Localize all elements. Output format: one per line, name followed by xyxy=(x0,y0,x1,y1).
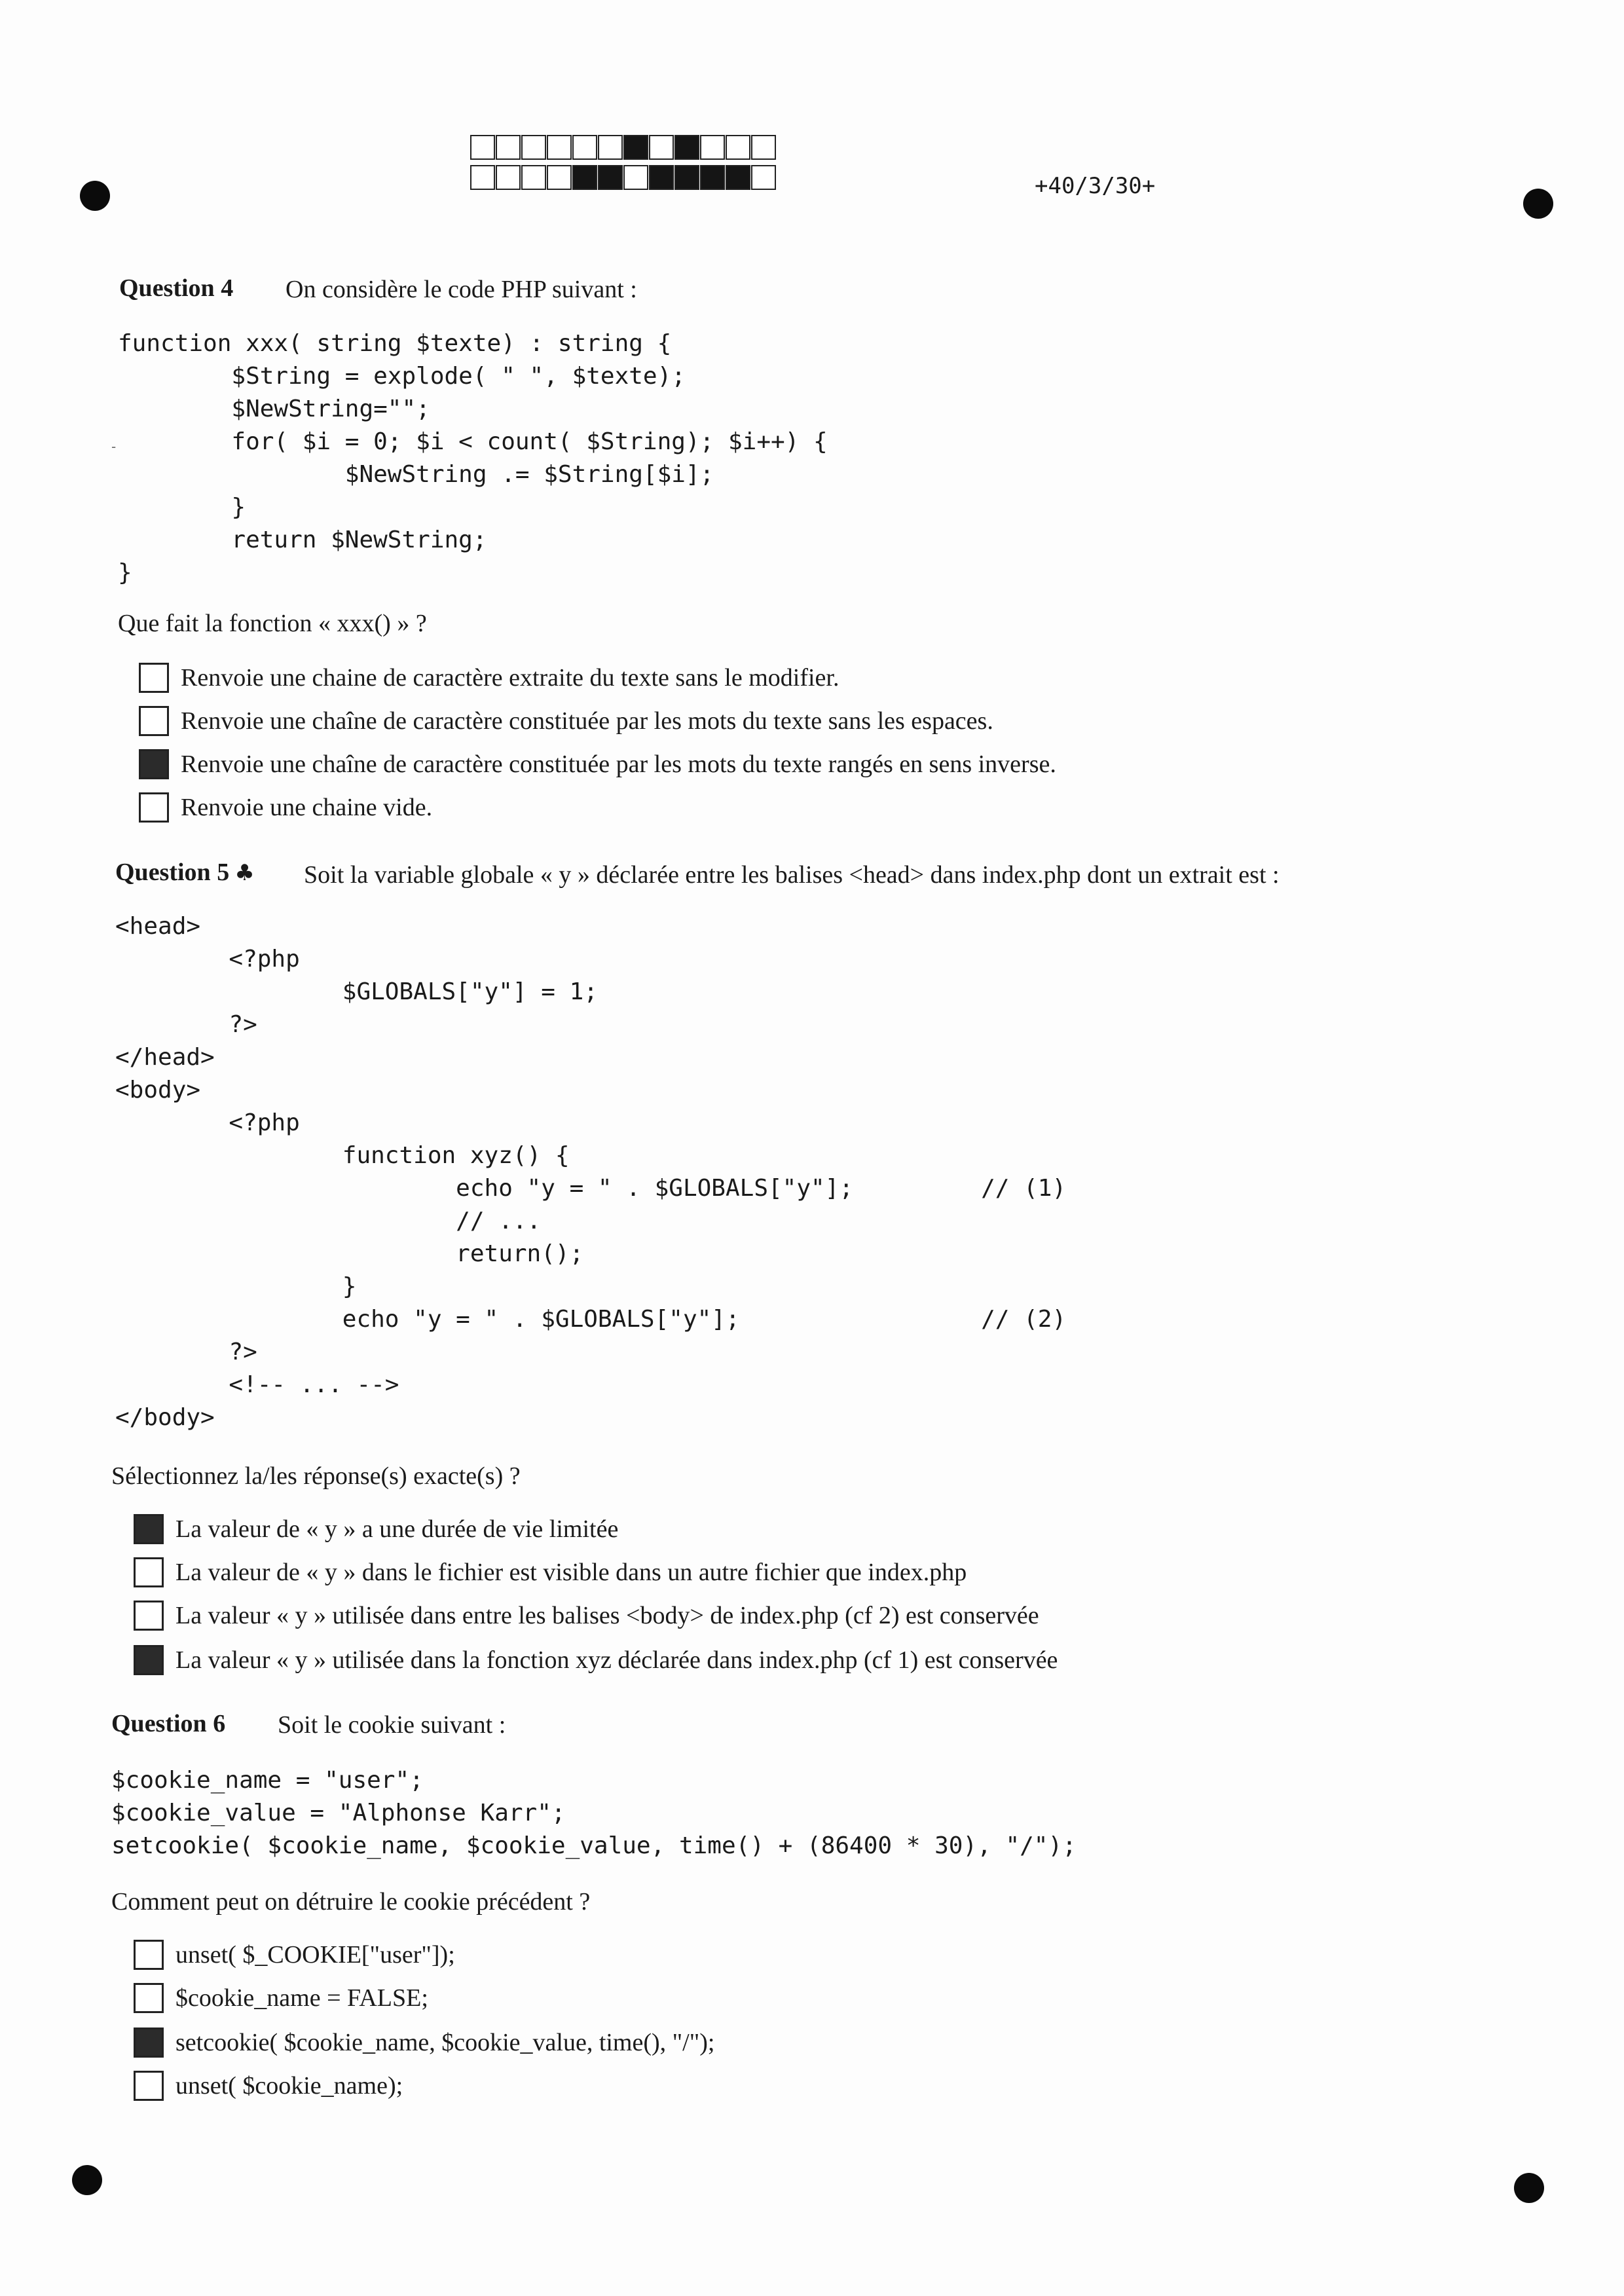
question-4-prompt: On considère le code PHP suivant : xyxy=(286,276,637,303)
registration-dot-bottom-right xyxy=(1514,2173,1544,2203)
question-5-prompt: Soit la variable globale « y » déclarée entre les balises <head> dans index.php dont un extrait est : xyxy=(304,861,1280,889)
q4-option-1-checkbox[interactable] xyxy=(139,663,169,693)
id-cell-filled xyxy=(700,165,725,190)
id-cell xyxy=(751,135,776,160)
q5-option-1[interactable] xyxy=(134,1514,618,1544)
question-5-question: Sélectionnez la/les réponse(s) exacte(s) ? xyxy=(111,1462,521,1490)
id-cell xyxy=(470,165,495,190)
id-grid-row-1 xyxy=(470,135,777,161)
registration-dot-top-left xyxy=(80,181,110,211)
q4-option-3[interactable] xyxy=(139,749,1056,779)
id-grid-row-2 xyxy=(470,165,777,191)
id-cell xyxy=(521,135,546,160)
q6-option-4-checkbox[interactable] xyxy=(134,2071,164,2101)
id-checkbox-grid xyxy=(470,135,777,195)
id-cell xyxy=(496,165,521,190)
id-cell xyxy=(496,135,521,160)
q4-option-2-text: Renvoie une chaîne de caractère constituée par les mots du texte sans les espaces. xyxy=(181,707,993,735)
q6-option-2[interactable] xyxy=(134,1983,428,2013)
q6-option-4[interactable] xyxy=(134,2071,403,2101)
id-cell xyxy=(598,135,623,160)
q5-option-1-text: La valeur de « y » a une durée de vie limitée xyxy=(175,1515,619,1543)
q5-option-3-checkbox[interactable] xyxy=(134,1601,164,1631)
q4-option-4-checkbox[interactable] xyxy=(139,792,169,823)
q4-option-1[interactable] xyxy=(139,663,839,693)
id-cell xyxy=(547,165,572,190)
q5-option-1-checkbox-checked[interactable] xyxy=(134,1514,164,1544)
q6-option-3-checkbox-checked[interactable] xyxy=(134,2028,164,2058)
question-6-code: $cookie_name = "user"; $cookie_value = "Alphonse Karr"; setcookie( $cookie_name, $cookie_value, time() + (86400 * 30), "/"); xyxy=(111,1767,1077,1859)
registration-dot-top-right xyxy=(1523,189,1553,219)
q5-option-3[interactable] xyxy=(134,1601,1039,1631)
q4-option-1-text: Renvoie une chaine de caractère extraite du texte sans le modifier. xyxy=(181,664,840,692)
question-6-question: Comment peut on détruire le cookie précédent ? xyxy=(111,1888,591,1916)
id-cell xyxy=(470,135,495,160)
question-4-question: Que fait la fonction « xxx() » ? xyxy=(118,610,427,637)
q6-option-3[interactable] xyxy=(134,2028,714,2058)
q5-option-3-text: La valeur « y » utilisée dans entre les balises <body> de index.php (cf 2) est conservée xyxy=(175,1602,1039,1629)
id-cell-filled xyxy=(674,135,699,160)
exam-id: +40/3/30+ xyxy=(1035,173,1156,199)
id-cell-filled xyxy=(674,165,699,190)
q6-option-2-text: $cookie_name = FALSE; xyxy=(175,1984,428,2012)
q5-option-2-text: La valeur de « y » dans le fichier est visible dans un autre fichier que index.php xyxy=(175,1559,967,1586)
id-cell xyxy=(521,165,546,190)
q6-option-3-text: setcookie( $cookie_name, $cookie_value, time(), "/"); xyxy=(175,2029,715,2056)
q4-option-3-text: Renvoie une chaîne de caractère constituée par les mots du texte rangés en sens inverse. xyxy=(181,750,1056,778)
q5-option-2[interactable] xyxy=(134,1557,967,1587)
id-cell-filled xyxy=(623,135,648,160)
q6-option-1-checkbox[interactable] xyxy=(134,1940,164,1970)
id-cell xyxy=(700,135,725,160)
question-5-code: <head> <?php $GLOBALS["y"] = 1; ?> </head> <body> <?php function xyz() { echo "y = " . $GLOBALS["y"]; // (1) // ... return(); } echo "y = " . $GLOBALS["y"]; // (2) ?> <!-- ... --> </body> xyxy=(115,913,1067,1431)
q4-option-4-text: Renvoie une chaine vide. xyxy=(181,794,433,821)
id-cell-filled xyxy=(598,165,623,190)
q6-option-4-text: unset( $cookie_name); xyxy=(175,2072,403,2100)
id-cell xyxy=(572,135,597,160)
stray-mark: - xyxy=(111,439,117,454)
registration-dot-bottom-left xyxy=(72,2165,102,2195)
id-cell xyxy=(547,135,572,160)
id-cell-filled xyxy=(726,165,750,190)
q5-option-4[interactable] xyxy=(134,1645,1058,1675)
question-6-label: Question 6 xyxy=(111,1710,226,1737)
q6-option-1[interactable] xyxy=(134,1940,455,1970)
id-cell-filled xyxy=(649,165,674,190)
id-cell xyxy=(751,165,776,190)
question-6-prompt: Soit le cookie suivant : xyxy=(278,1711,506,1739)
q4-option-4[interactable] xyxy=(139,792,432,823)
q5-option-4-checkbox-checked[interactable] xyxy=(134,1645,164,1675)
question-5-label xyxy=(115,858,255,887)
q4-option-2-checkbox[interactable] xyxy=(139,706,169,736)
question-4-label: Question 4 xyxy=(119,274,234,302)
q5-option-4-text: La valeur « y » utilisée dans la fonction xyz déclarée dans index.php (cf 1) est conservée xyxy=(175,1646,1058,1674)
q6-option-1-text: unset( $_COOKIE["user"]); xyxy=(175,1941,455,1969)
q5-option-2-checkbox[interactable] xyxy=(134,1557,164,1587)
id-cell xyxy=(726,135,750,160)
id-cell xyxy=(649,135,674,160)
q6-option-2-checkbox[interactable] xyxy=(134,1983,164,2013)
club-icon: ♣ xyxy=(234,860,255,886)
question-4-code: function xxx( string $texte) : string { $String = explode( " ", $texte); $NewString=""; for( $i = 0; $i < count( $String); $i++) { $NewString .= $String[$i]; } return $NewString; } xyxy=(118,330,828,586)
id-cell xyxy=(623,165,648,190)
q4-option-2[interactable] xyxy=(139,706,993,736)
id-cell-filled xyxy=(572,165,597,190)
question-5-label-text: Question 5 xyxy=(115,859,230,886)
q4-option-3-checkbox-checked[interactable] xyxy=(139,749,169,779)
